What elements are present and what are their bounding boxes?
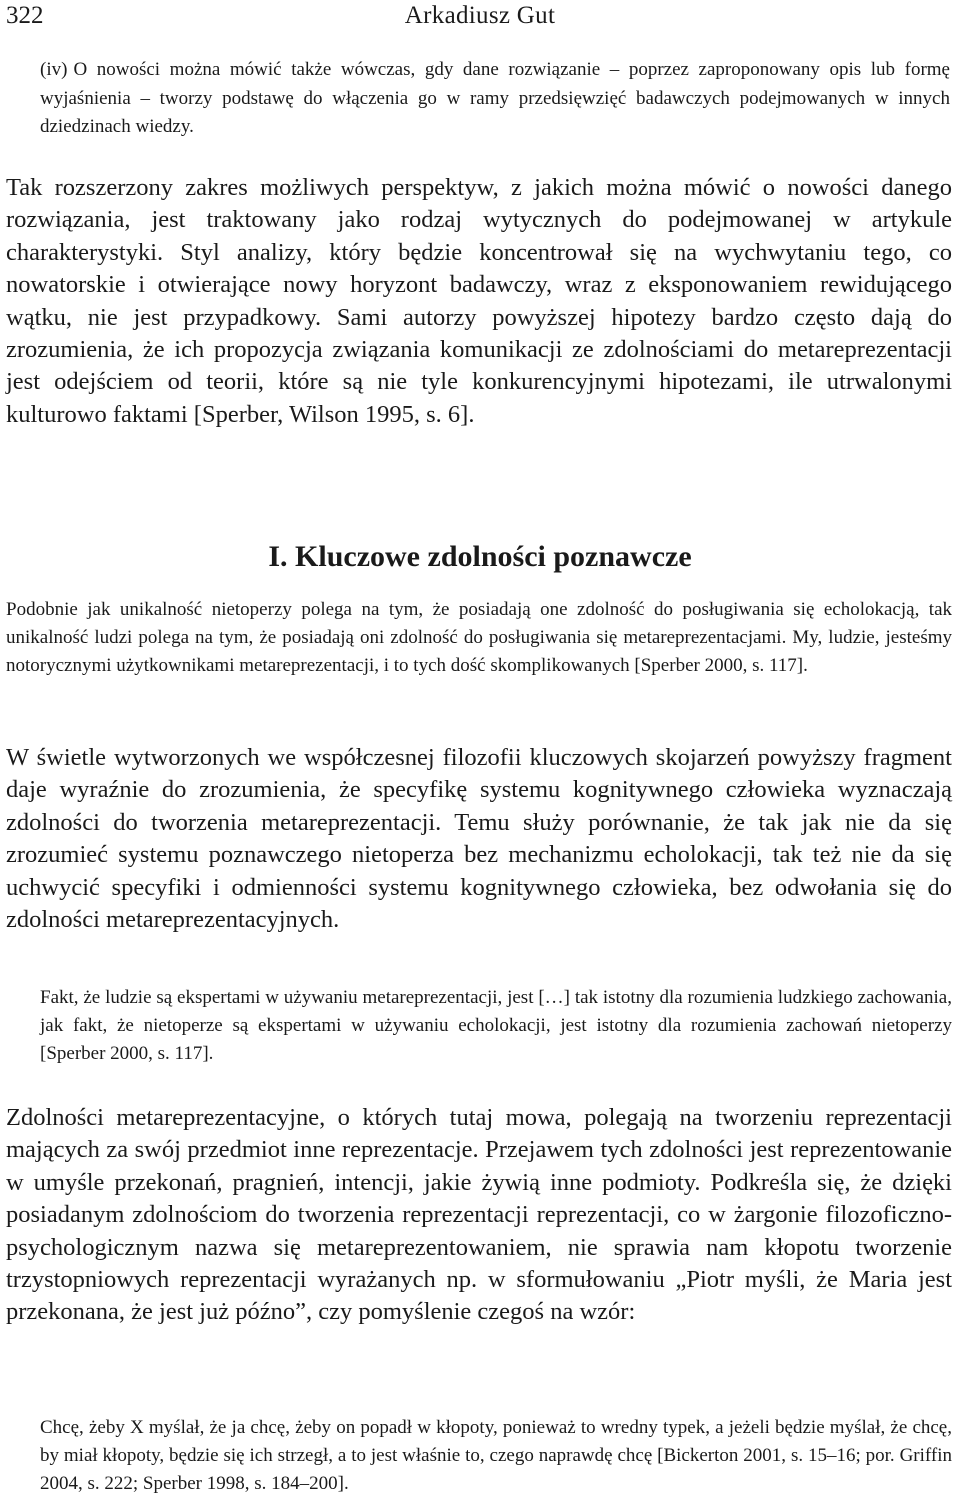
list-item-iv <box>40 56 950 142</box>
running-head-author: Arkadiusz Gut <box>404 2 556 29</box>
body-paragraph-2: W świetle wytworzonych we współczesnej filozofii kluczowych skojarzeń powyższy fragment daje wyraźnie do zrozumienia, że specyfikę systemu kognitywnego człowieka wyznaczają zdolności do tworzenia metareprezentacji. Temu służy porównanie, że tak jak nie da się zrozumieć systemu poznawczego nietoperza bez mechanizmu echolokacji, tak też nie da się uchwycić specyfiki i odmienności systemu kognitywnego człowieka, bez odwołania się do zdolności metareprezentacyjnych. <box>6 744 952 934</box>
body-paragraph-3: Zdolności metareprezentacyjne, o których tutaj mowa, polegają na tworzeniu reprezentacji mających za swój przedmiot inne reprezentacje. Przejawem tych zdolności jest reprezentowanie w umyśle przekonań, pragnień, intencji, jakie żywią inne podmioty. Podkreśla się, że dzięki posiadanym zdolnościom do tworzenia reprezentacji reprezentacji, co w żargonie filozoficzno-psychologicznym nazwa się metareprezentowaniem, nie sprawia nam kłopotu tworzenie trzystopniowych reprezentacji wyrażanych np. w sformułowaniu „Piotr myśli, że Maria jest przekonana, że jest już późno”, czy pomyślenie czegoś na wzór: <box>6 1104 952 1326</box>
list-item-text: O nowości można mówić także wówczas, gdy dane rozwiązanie – poprzez zaproponowany opis lub formę wyjaśnienia – tworzy podstawę do włączenia go w ramy przedsięwzięć badawczych podejmowanych w innych dziedzinach wiedzy. <box>40 59 950 137</box>
list-item-label: (iv) <box>40 59 68 80</box>
section-heading: I. Kluczowe zdolności poznawcze <box>268 540 692 573</box>
running-header <box>6 2 954 32</box>
body-paragraph-1: Tak rozszerzony zakres możliwych perspektyw, z jakich można mówić o nowości danego rozwiązania, jest traktowany jako rodzaj wytycznych do podejmowanej w artykule charakterystyki. Styl analizy, który będzie koncentrował się na wychwytaniu tego, co nowatorskie i otwierające nowy horyzont badawczy, wraz z eksponowaniem rewidującego wątku, nie jest przypadkowy. Sami autorzy powyższej hipotezy bardzo często dają do zrozumienia, że ich propozycja związania komunikacji ze zdolnościami do metareprezentacji jest odejściem od teorii, które są nie tyle konkurencyjnymi hipotezami, ile utrwalonymi kulturowo faktami [Sperber, Wilson 1995, s. 6]. <box>6 174 952 428</box>
block-quote-2: Fakt, że ludzie są ekspertami w używaniu metareprezentacji, jest […] tak istotny dla rozumienia ludzkiego zachowania, jak fakt, że nietoperze są ekspertami w używaniu echolokacji, jest istotny dla rozumienia zachowań nietoperzy [Sperber 2000, s. 117]. <box>40 987 952 1064</box>
block-quote-1: Podobnie jak unikalność nietoperzy polega na tym, że posiadają one zdolność do posługiwania się echolokacją, tak unikalność ludzi polega na tym, że posiadają oni zdolność do posługiwania się metareprezentacjami. My, ludzie, jesteśmy notorycznymi użytkownikami metareprezentacji, i to tych dość skomplikowanych [Sperber 2000, s. 117]. <box>6 599 952 676</box>
page-number: 322 <box>6 2 44 29</box>
block-quote-3: Chcę, żeby X myślał, że ja chcę, żeby on popadł w kłopoty, ponieważ to wredny typek, a jeżeli będzie myślał, że chcę, by miał kłopoty, będzie się ich strzegł, a to jest właśnie to, czego naprawdę chcę [Bickerton 2001, s. 15–16; por. Griffin 2004, s. 222; Sperber 1998, s. 184–200]. <box>40 1417 952 1494</box>
